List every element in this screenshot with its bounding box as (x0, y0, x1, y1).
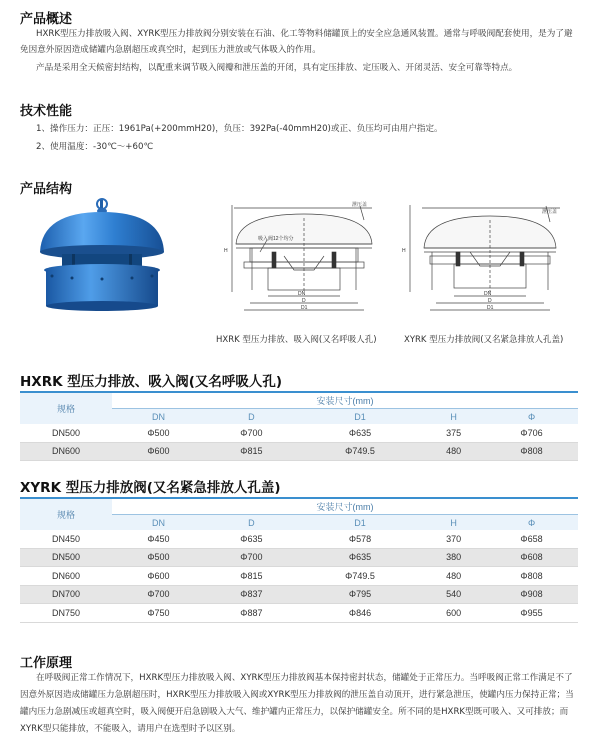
overview-paragraph: HXRK型压力排放吸入阀、XYRK型压力排放阀分别安装在石油、化工等物料储罐顶上的安全应急通风装置。通常与呼吸阀配套使用，是为了避免因意外原因造成储罐内急剧超压或真空时，起到压力泄放或气体吸入的作用。 (20, 29, 573, 55)
table-cell: DN750 (20, 604, 112, 623)
table-row (20, 585, 578, 604)
table-row (20, 604, 578, 623)
table-cell: Φ500 (112, 424, 205, 442)
table-cell: 540 (422, 585, 485, 604)
table-cell: Φ635 (298, 548, 422, 567)
table-cell: Φ815 (205, 442, 298, 461)
dim-label: D1 (301, 305, 308, 311)
drawing-label: 泄压盖 (352, 202, 368, 208)
table-cell: Φ749.5 (298, 567, 422, 586)
dim-label: H (402, 248, 406, 254)
dim-label: D (488, 298, 492, 304)
table-row (20, 424, 578, 442)
hxrk-caption: HXRK 型压力排放、吸入阀(又名呼吸人孔) (216, 335, 377, 345)
overview-title: 产品概述 (20, 12, 73, 27)
column-header: D (205, 409, 298, 425)
column-header: Φ (485, 515, 578, 531)
table-cell: Φ706 (485, 424, 578, 442)
performance-item: 1、操作压力：正压：1961Pa(+200mmH20)，负压：392Pa(-40mmH20)或正、负压均可由用户指定。 (36, 124, 443, 134)
column-header: DN (112, 409, 205, 425)
table2-title: XYRK 型压力排放阀(又名紧急排放人孔盖) (20, 480, 281, 496)
table-cell: Φ846 (298, 604, 422, 623)
table-cell: 380 (422, 548, 485, 567)
table-cell: Φ578 (298, 530, 422, 548)
table-cell: Φ700 (112, 585, 205, 604)
table1 (20, 393, 578, 461)
column-header: DN (112, 515, 205, 531)
table-cell: DN600 (20, 567, 112, 586)
performance-item: 2、使用温度：-30℃～+60℃ (36, 142, 154, 152)
table-cell: 370 (422, 530, 485, 548)
table-cell: Φ635 (298, 424, 422, 442)
column-header: H (422, 515, 485, 531)
table-cell: Φ808 (485, 442, 578, 461)
drawing-label: 泄压盖 (542, 209, 558, 215)
table-row (20, 567, 578, 586)
principle-title: 工作原理 (20, 656, 73, 671)
table-cell: Φ608 (485, 548, 578, 567)
principle-paragraph: 在呼吸阀正常工作情况下，HXRK型压力排放吸入阀、XYRK型压力排放阀基本保持密封状态，储罐处于正常压力。当呼吸阀正常工作满足不了因意外原因造成储罐压力急剧超压时，HXRK型压力排放吸入阀或XYRK型压力排放阀的泄压盖自动顶开，进行紧急泄压，使罐内压力保持正常；当罐内压力急剧减压或超真空时，吸入阀便开启急剧吸入大气、维护罐内正常压力，以保护储罐安全。所不同的是HXRK型既可吸入、又可排放；而XYRK型只能排放，不能吸入，请用户在选型时予以区别。 (20, 673, 574, 734)
column-header: D (205, 515, 298, 531)
table-cell: Φ635 (205, 530, 298, 548)
hxrk-drawing (212, 200, 387, 322)
dim-label: D1 (487, 305, 494, 311)
table-cell: Φ500 (112, 548, 205, 567)
table-cell: DN500 (20, 424, 112, 442)
table-cell: 480 (422, 567, 485, 586)
table-cell: DN600 (20, 442, 112, 461)
table-cell: 600 (422, 604, 485, 623)
column-header: H (422, 409, 485, 425)
column-header: Φ (485, 409, 578, 425)
table-cell: Φ908 (485, 585, 578, 604)
group-header: 安装尺寸(mm) (112, 393, 578, 409)
overview-text (20, 26, 580, 76)
dim-label: DN (298, 291, 306, 297)
table-cell: Φ700 (205, 548, 298, 567)
table-cell: Φ750 (112, 604, 205, 623)
table-cell: Φ600 (112, 567, 205, 586)
spec-header: 规格 (20, 499, 112, 530)
structure-title: 产品结构 (20, 182, 73, 197)
table1-title: HXRK 型压力排放、吸入阀(又名呼吸人孔) (20, 374, 283, 390)
column-header: D1 (298, 515, 422, 531)
table-cell: Φ795 (298, 585, 422, 604)
table-row (20, 530, 578, 548)
table-cell: Φ808 (485, 567, 578, 586)
xyrk-drawing (396, 200, 576, 322)
dim-label: H (224, 248, 228, 254)
principle-text (20, 670, 580, 738)
table-cell: Φ955 (485, 604, 578, 623)
group-header: 安装尺寸(mm) (112, 499, 578, 515)
table-cell: Φ749.5 (298, 442, 422, 461)
table-cell: 480 (422, 442, 485, 461)
table-cell: 375 (422, 424, 485, 442)
dim-label: DN (484, 291, 492, 297)
table-cell: Φ450 (112, 530, 205, 548)
table-cell: Φ837 (205, 585, 298, 604)
overview-paragraph: 产品是采用全天候密封结构，以配重来调节吸入阀瓣和泄压盖的开闭，具有定压排放、定压吸入、开闭灵活、安全可靠等特点。 (36, 63, 518, 73)
product-photo (32, 190, 202, 330)
table-cell: DN700 (20, 585, 112, 604)
table-row (20, 442, 578, 461)
table-cell: Φ658 (485, 530, 578, 548)
table-cell: Φ600 (112, 442, 205, 461)
table-cell: Φ700 (205, 424, 298, 442)
performance-title: 技术性能 (20, 104, 73, 119)
table-row (20, 548, 578, 567)
drawing-label: 吸入阀12个均分 (258, 236, 294, 242)
column-header: D1 (298, 409, 422, 425)
table-cell: Φ815 (205, 567, 298, 586)
spec-header: 规格 (20, 393, 112, 424)
table-cell: Φ887 (205, 604, 298, 623)
table2 (20, 499, 578, 623)
table-cell: DN500 (20, 548, 112, 567)
xyrk-caption: XYRK 型压力排放阀(又名紧急排放人孔盖) (404, 335, 564, 345)
dim-label: D (302, 298, 306, 304)
table-cell: DN450 (20, 530, 112, 548)
